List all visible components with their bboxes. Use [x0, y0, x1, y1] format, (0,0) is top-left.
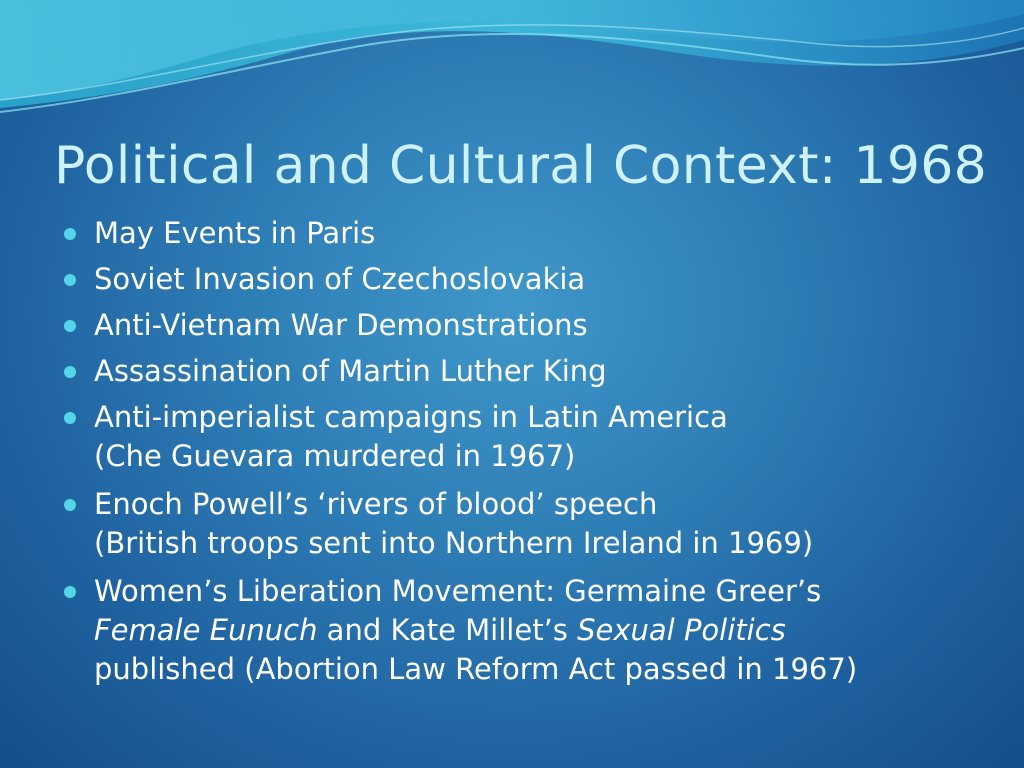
- bullet-icon: [64, 412, 76, 424]
- book-title-sexual-politics: Sexual Politics: [577, 613, 786, 647]
- bullet-text: May Events in Paris: [94, 216, 376, 250]
- bullet-text-line3: published (Abortion Law Reform Act passed in 1967): [94, 652, 858, 686]
- bullet-text: Women’s Liberation Movement: Germaine Greer’s: [94, 574, 822, 608]
- bullet-icon: [64, 499, 76, 511]
- bullet-list: [62, 214, 1002, 698]
- list-item: [62, 214, 1002, 253]
- list-item: [62, 485, 1002, 563]
- bullet-text: Enoch Powell’s ‘rivers of blood’ speech: [94, 487, 658, 521]
- list-item: [62, 260, 1002, 299]
- bullet-text-line2: [94, 611, 1002, 650]
- slide-title: Political and Cultural Context: 1968: [54, 136, 988, 196]
- bullet-icon: [64, 586, 76, 598]
- bullet-subtext: (British troops sent into Northern Ireland in 1969): [94, 526, 814, 560]
- bullet-text: Anti-Vietnam War Demonstrations: [94, 308, 588, 342]
- bullet-text: Soviet Invasion of Czechoslovakia: [94, 262, 586, 296]
- bullet-icon: [64, 228, 76, 240]
- bullet-icon: [64, 320, 76, 332]
- bullet-icon: [64, 366, 76, 378]
- list-item: [62, 572, 1002, 689]
- list-item: [62, 398, 1002, 476]
- bullet-subtext: (Che Guevara murdered in 1967): [94, 439, 576, 473]
- list-item: [62, 352, 1002, 391]
- list-item: [62, 306, 1002, 345]
- bullet-text: Assassination of Martin Luther King: [94, 354, 607, 388]
- bullet-text: Anti-imperialist campaigns in Latin America: [94, 400, 728, 434]
- bullet-icon: [64, 274, 76, 286]
- decorative-wave: [0, 0, 1024, 130]
- book-title-female-eunuch: Female Eunuch: [94, 613, 318, 647]
- bullet-text-connector: and Kate Millet’s: [317, 613, 578, 647]
